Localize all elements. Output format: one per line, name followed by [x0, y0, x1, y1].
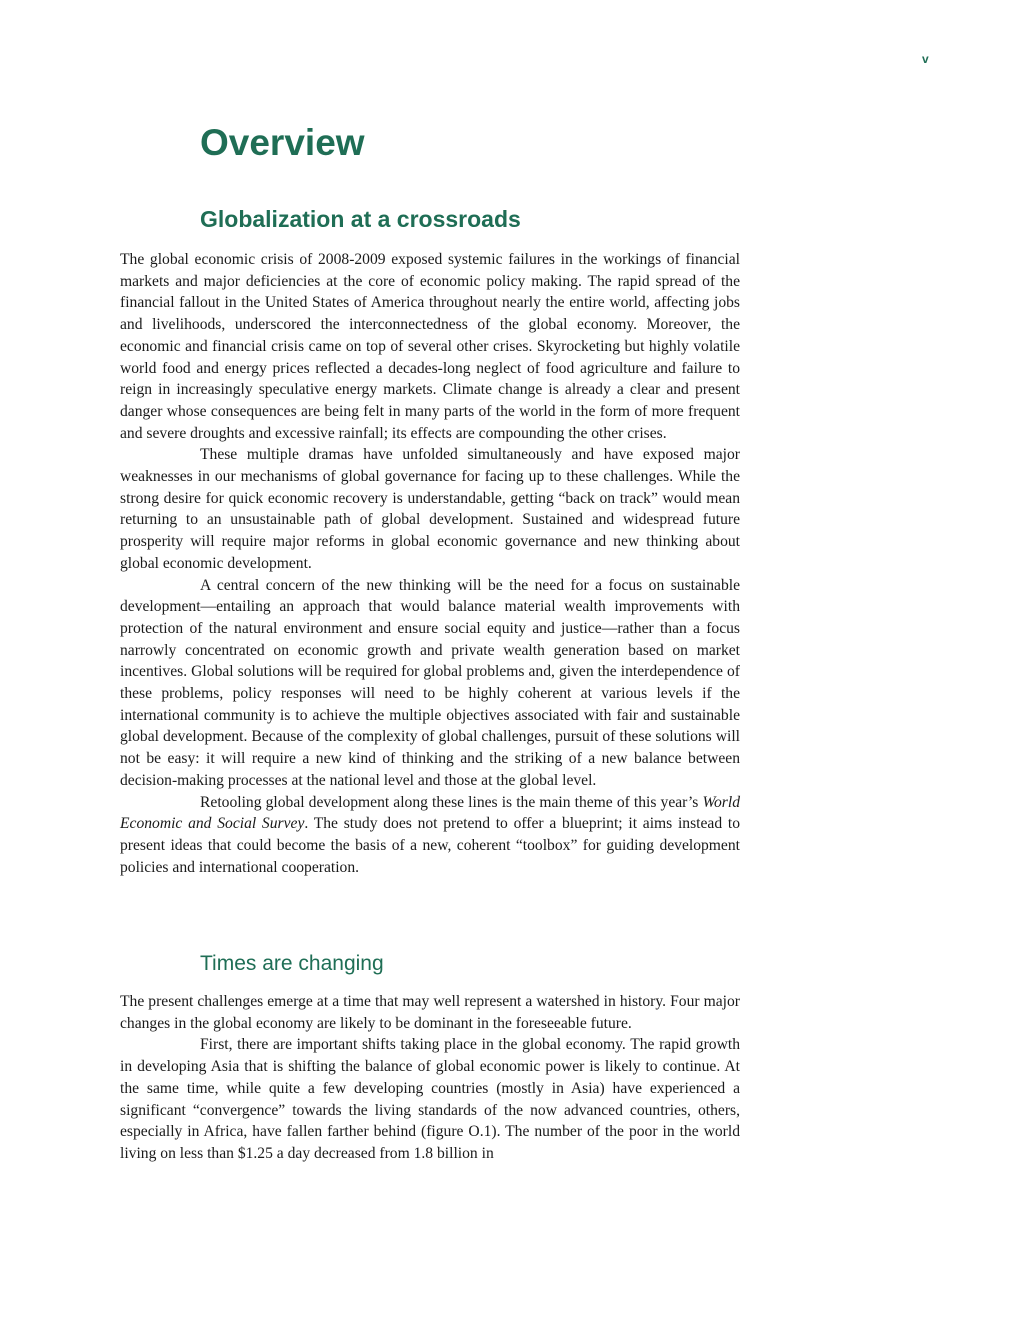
- paragraph: These multiple dramas have unfolded simultaneously and have exposed major weaknesses in our mechanisms of global governance for facing up to these challenges. While the strong desire for quick economic recovery is understandable, getting “back on track” would mean returning to an unsustainable path of global development. Sustained and widespread future prosperity will require major reforms in global economic governance and new thinking about global economic development.: [120, 446, 740, 572]
- paragraph: [120, 792, 740, 879]
- page-number: v: [922, 52, 929, 66]
- paragraph: The global economic crisis of 2008-2009 exposed systemic failures in the workings of financial markets and major deficiencies at the core of economic policy making. The rapid spread of the financial fallout in the United States of America throughout nearly the entire world, affecting jobs and livelihoods, underscored the interconnectedness of the global economy. Moreover, the economic and financial crisis came on top of several other crises. Skyrocketing but highly volatile world food and energy prices reflected a decades-long neglect of food agriculture and failure to reign in increasingly speculative energy markets. Climate change is already a clear and present danger whose consequences are being felt in many parts of the world in the form of more frequent and severe droughts and excessive rainfall; its effects are compounding the other crises.: [120, 251, 740, 442]
- section-heading-times-changing: Times are changing: [200, 952, 384, 975]
- paragraph: A central concern of the new thinking will be the need for a focus on sustainable development—entailing an approach that would balance material wealth improvements with protection of the natural environment and ensure social equity and justice—rather than a focus narrowly concentrated on economic growth and private wealth generation based on market incentives. Global solutions will be required for global problems and, given the interdependence of these problems, policy responses will need to be highly coherent at various levels if the international community is to achieve the multiple objectives associated with fair and sustainable global development. Because of the complexity of global challenges, pursuit of these solutions will not be easy: it will require a new kind of thinking and the striking of a new balance between decision-making processes at the national level and those at the global level.: [120, 576, 740, 789]
- paragraph: The present challenges emerge at a time that may well represent a watershed in history. Four major changes in the global economy are likely to be dominant in the foreseeable future.: [120, 993, 740, 1032]
- section-heading-globalization: Globalization at a crossroads: [200, 206, 521, 232]
- page-title: Overview: [200, 122, 365, 163]
- paragraph-text: . The study does not pretend to offer a blueprint; it aims instead to present ideas that could become the basis of a new, coherent “toolbox” for guiding development policies and international cooperation.: [120, 815, 741, 876]
- paragraph: First, there are important shifts taking place in the global economy. The rapid growth in developing Asia that is shifting the balance of global economic power is likely to continue. At the same time, while quite a few developing countries (mostly in Asia) have experienced a significant “convergence” towards the living standards of the now advanced countries, others, especially in Africa, have fallen farther behind (figure O.1). The number of the poor in the world living on less than $1.25 a day decreased from 1.8 billion in: [120, 1036, 740, 1162]
- publication-title: World Economic and Social Survey: [120, 793, 740, 833]
- section-body-times-changing: [120, 991, 740, 1165]
- section-body-globalization: [120, 249, 740, 878]
- paragraph-text: Retooling global development along these lines is the main theme of this year’s: [200, 793, 703, 811]
